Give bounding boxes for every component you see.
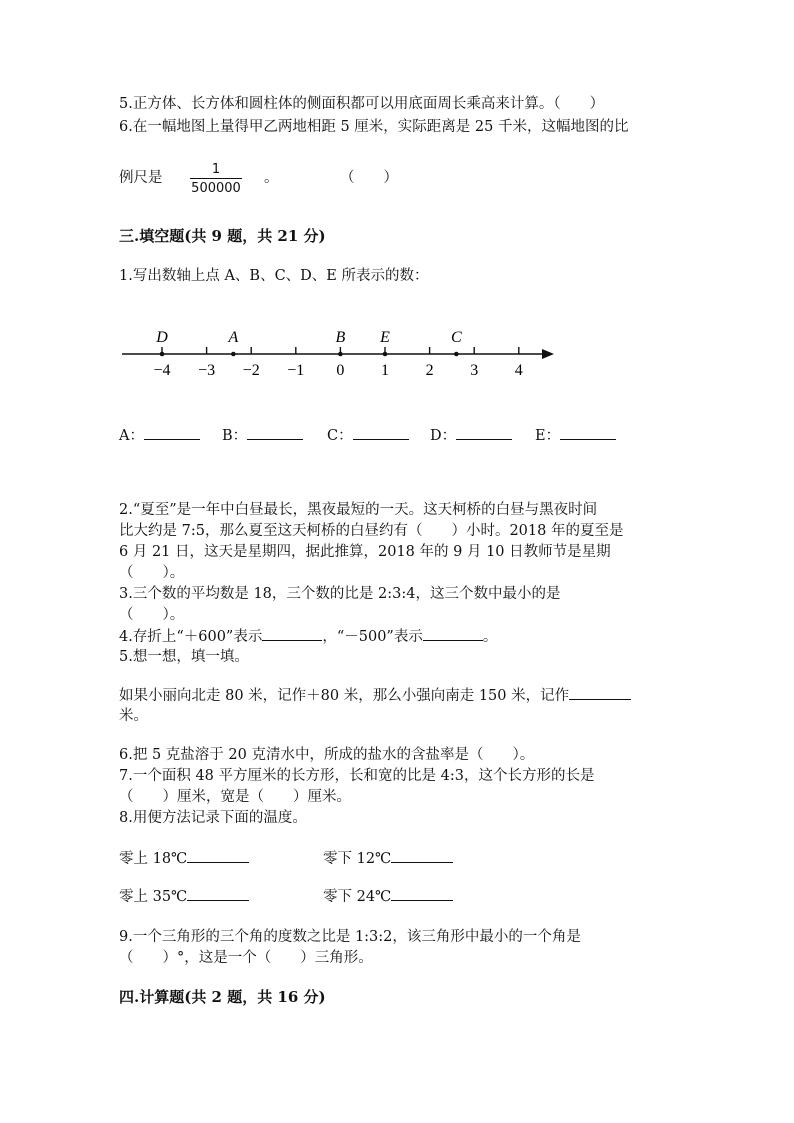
tick-label: −4 <box>153 362 171 379</box>
answer-blank[interactable] <box>144 425 200 440</box>
answer-item <box>535 425 616 446</box>
fraction-denominator: 500000 <box>191 181 241 196</box>
fill-question-7-line1: 7.一个面积 48 平方厘米的长方形，长和宽的比是 4:3，这个长方形的长是 <box>119 768 595 784</box>
fill-question-2-line4: （ ）。 <box>119 565 185 581</box>
fill-question-2-line1: 2.“夏至”是一年中白昼最长，黑夜最短的一天。这天柯桥的白昼与黑夜时间 <box>119 502 598 518</box>
fill-question-6: 6.把 5 克盐溶于 20 克清水中，所成的盐水的含盐率是（ ）。 <box>119 747 535 763</box>
answer-item <box>222 425 303 446</box>
fill-question-4-a: 4.存折上“＋600”表示 <box>119 629 263 645</box>
temp-label: 零下 24℃ <box>323 889 392 905</box>
temp-item-1 <box>119 848 249 869</box>
fill-question-3-line2: （ ）。 <box>119 607 185 623</box>
point-label-b: B <box>335 329 346 346</box>
answer-label: A： <box>119 428 144 444</box>
fill-question-4-b: ，“－500”表示 <box>322 629 423 645</box>
fill-question-4-c: 。 <box>482 629 498 645</box>
answer-label: D： <box>430 428 457 444</box>
fill-question-4 <box>119 626 497 647</box>
question-6-paren: （ ） <box>340 170 398 186</box>
answer-blank[interactable] <box>456 425 512 440</box>
point-label-a: A <box>228 329 239 346</box>
answer-item <box>327 425 409 446</box>
fill-question-1: 1.写出数轴上点 A、B、C、D、E 所表示的数： <box>119 268 429 284</box>
answer-blank[interactable] <box>560 425 616 440</box>
fill-question-5-unit: 米。 <box>119 708 148 724</box>
point-c <box>454 352 459 357</box>
fill-question-5: 5.想一想，填一填。 <box>119 649 249 665</box>
fill-question-5-text: 如果小丽向北走 80 米，记作＋80 米，那么小强向南走 150 米，记作 <box>119 688 570 704</box>
number-line <box>118 318 568 388</box>
answer-label: C： <box>327 428 353 444</box>
fill-question-9-line1: 9.一个三角形的三个角的度数之比是 1:3:2，该三角形中最小的一个角是 <box>119 929 581 945</box>
answer-item <box>119 425 200 446</box>
section-3-title: 三.填空题(共 9 题，共 21 分) <box>119 227 326 245</box>
fill-question-9-line2: （ ）°，这是一个（ ）三角形。 <box>119 950 373 966</box>
answer-blank[interactable] <box>391 848 453 863</box>
temp-item-2 <box>323 848 453 869</box>
tick-label: 4 <box>514 362 523 379</box>
temp-item-4 <box>323 886 453 907</box>
point-d <box>160 352 165 357</box>
answer-blank[interactable] <box>247 425 303 440</box>
fill-question-5-body <box>119 685 631 706</box>
point-label-c: C <box>451 329 462 346</box>
temp-label: 零上 18℃ <box>119 851 188 867</box>
scale-fraction <box>190 162 242 196</box>
answer-item <box>430 425 512 446</box>
answer-blank[interactable] <box>262 626 322 641</box>
fill-question-7-line2: （ ）厘米，宽是（ ）厘米。 <box>119 789 351 805</box>
answer-label: B： <box>222 428 248 444</box>
point-e <box>383 352 388 357</box>
question-6-prefix: 例尺是 <box>119 170 163 186</box>
question-6-suffix: 。 <box>264 170 279 186</box>
question-6-line1: 6.在一幅地图上量得甲乙两地相距 5 厘米，实际距离是 25 千米，这幅地图的比 <box>119 119 629 135</box>
temp-label: 零上 35℃ <box>119 889 188 905</box>
tick-label: 1 <box>381 362 389 379</box>
fill-question-8: 8.用便方法记录下面的温度。 <box>119 810 307 826</box>
answer-label: E： <box>535 428 561 444</box>
answer-blank[interactable] <box>187 848 249 863</box>
tick-label: 3 <box>470 362 479 379</box>
answer-blank[interactable] <box>569 685 631 700</box>
point-b <box>338 352 343 357</box>
section-4-title: 四.计算题(共 2 题，共 16 分) <box>119 988 326 1006</box>
temp-label: 零下 12℃ <box>323 851 392 867</box>
tick-label: −1 <box>287 362 305 379</box>
point-label-e: E <box>380 329 390 346</box>
answer-blank[interactable] <box>391 886 453 901</box>
answer-blank[interactable] <box>353 425 409 440</box>
answer-blank[interactable] <box>187 886 249 901</box>
fill-question-3-line1: 3.三个数的平均数是 18，三个数的比是 2:3:4，这三个数中最小的是 <box>119 586 561 602</box>
tick-label: −3 <box>198 362 216 379</box>
temp-item-3 <box>119 886 249 907</box>
point-label-d: D <box>156 329 168 346</box>
fraction-numerator: 1 <box>190 162 242 179</box>
tick-label: 0 <box>336 362 345 379</box>
tick-label: −2 <box>242 362 260 379</box>
fill-question-2-line3: 6 月 21 日，这天是星期四，据此推算，2018 年的 9 月 10 日教师节是星期 <box>119 544 611 560</box>
arrow-right-icon <box>542 349 554 359</box>
answer-blank[interactable] <box>423 626 483 641</box>
fill-question-2-line2: 比大约是 7:5，那么夏至这天柯桥的白昼约有（ ）小时。2018 年的夏至是 <box>119 523 624 539</box>
point-a <box>231 352 236 357</box>
tick-label: 2 <box>425 362 434 379</box>
question-5: 5.正方体、长方体和圆柱体的侧面积都可以用底面周长乘高来计算。（ ） <box>119 96 605 112</box>
